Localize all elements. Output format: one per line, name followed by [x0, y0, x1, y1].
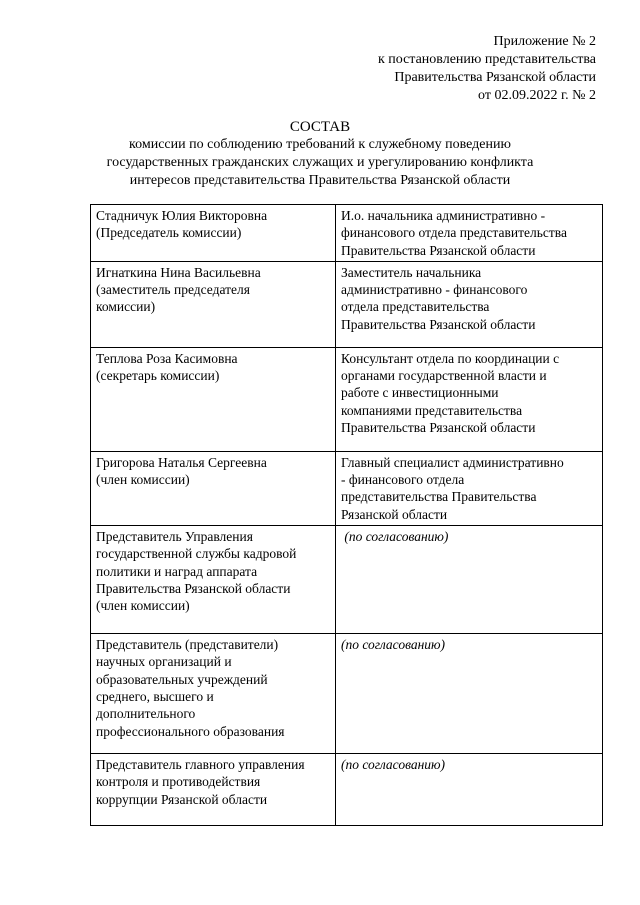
appendix-authority: Правительства Рязанской области — [394, 70, 596, 85]
cell-line: государственной службы кадровой — [96, 546, 297, 562]
cell-line: Представитель (представители) — [96, 637, 279, 653]
cell-line: (член комиссии) — [96, 472, 190, 488]
member-position-cell — [336, 451, 603, 525]
appendix-number: Приложение № 2 — [493, 34, 596, 49]
table-row — [91, 451, 603, 525]
cell-line: Стадничук Юлия Викторовна — [96, 208, 268, 223]
table-row — [91, 526, 603, 634]
cell-line: органами государственной власти и — [341, 368, 547, 384]
title-line: комиссии по соблюдению требований к служебному поведению — [129, 137, 511, 152]
table-row — [91, 205, 603, 262]
title-main: СОСТАВ — [289, 119, 351, 135]
member-position-cell — [336, 526, 603, 634]
member-position-cell — [336, 205, 603, 262]
cell-line: Игнаткина Нина Васильевна — [96, 264, 261, 280]
cell-line: Теплова Роза Касимовна — [96, 350, 238, 366]
table-row — [91, 347, 603, 451]
member-name-cell — [91, 205, 336, 262]
agreement-note: (по согласованию) — [341, 757, 446, 773]
cell-line: Заместитель начальника — [341, 264, 482, 280]
document-title — [0, 118, 640, 190]
member-position-cell — [336, 261, 603, 347]
agreement-note: (по согласованию) — [341, 529, 449, 545]
cell-line: комиссии) — [96, 299, 156, 315]
cell-line: представительства Правительства — [341, 489, 537, 505]
appendix-date: от 02.09.2022 г. № 2 — [478, 88, 596, 103]
cell-line: среднего, высшего и — [96, 688, 214, 704]
cell-line: образовательных учреждений — [96, 671, 268, 687]
cell-line: политики и наград аппарата — [96, 563, 258, 579]
cell-line: компаниями представительства — [341, 402, 523, 418]
member-name-cell — [91, 261, 336, 347]
cell-line: контроля и противодействия — [96, 774, 261, 790]
cell-line: Правительства Рязанской области — [341, 242, 536, 258]
member-position-cell — [336, 754, 603, 826]
cell-line: Представитель Управления — [96, 529, 253, 545]
cell-line: административно - финансового — [341, 282, 528, 298]
cell-line: отдела представительства — [341, 299, 490, 315]
cell-line: (Председатель комиссии) — [96, 225, 242, 241]
cell-line: работе с инвестиционными — [341, 385, 499, 401]
member-position-cell — [336, 634, 603, 754]
cell-line: (секретарь комиссии) — [96, 368, 220, 384]
table-row — [91, 634, 603, 754]
member-name-cell — [91, 526, 336, 634]
cell-line: Правительства Рязанской области — [96, 580, 291, 596]
cell-line: Григорова Наталья Сергеевна — [96, 454, 267, 470]
title-line: интересов представительства Правительства Рязанской области — [129, 173, 511, 188]
cell-line: профессионального образования — [96, 723, 285, 739]
cell-line: (член комиссии) — [96, 598, 190, 614]
cell-line: научных организаций и — [96, 654, 232, 670]
member-name-cell — [91, 634, 336, 754]
table-row — [91, 754, 603, 826]
cell-line: Консультант отдела по координации с — [341, 350, 560, 366]
cell-line: Правительства Рязанской области — [341, 420, 536, 436]
cell-line: И.о. начальника административно - — [341, 208, 546, 223]
cell-line: дополнительного — [96, 706, 196, 722]
member-position-cell — [336, 347, 603, 451]
member-name-cell — [91, 451, 336, 525]
member-name-cell — [91, 754, 336, 826]
agreement-note: (по согласованию) — [341, 637, 446, 653]
table-row — [91, 261, 603, 347]
cell-line: (заместитель председателя — [96, 282, 250, 298]
cell-line: финансового отдела представительства — [341, 225, 567, 241]
member-name-cell — [91, 347, 336, 451]
commission-table — [90, 204, 603, 826]
cell-line: - финансового отдела — [341, 472, 465, 488]
appendix-resolution: к постановлению представительства — [377, 52, 596, 67]
appendix-header — [378, 33, 596, 105]
cell-line: Главный специалист административно — [341, 454, 564, 470]
cell-line: Правительства Рязанской области — [341, 316, 536, 332]
cell-line: коррупции Рязанской области — [96, 791, 268, 807]
title-line: государственных гражданских служащих и урегулированию конфликта — [106, 155, 534, 170]
cell-line: Представитель главного управления — [96, 757, 305, 773]
cell-line: Рязанской области — [341, 506, 448, 522]
